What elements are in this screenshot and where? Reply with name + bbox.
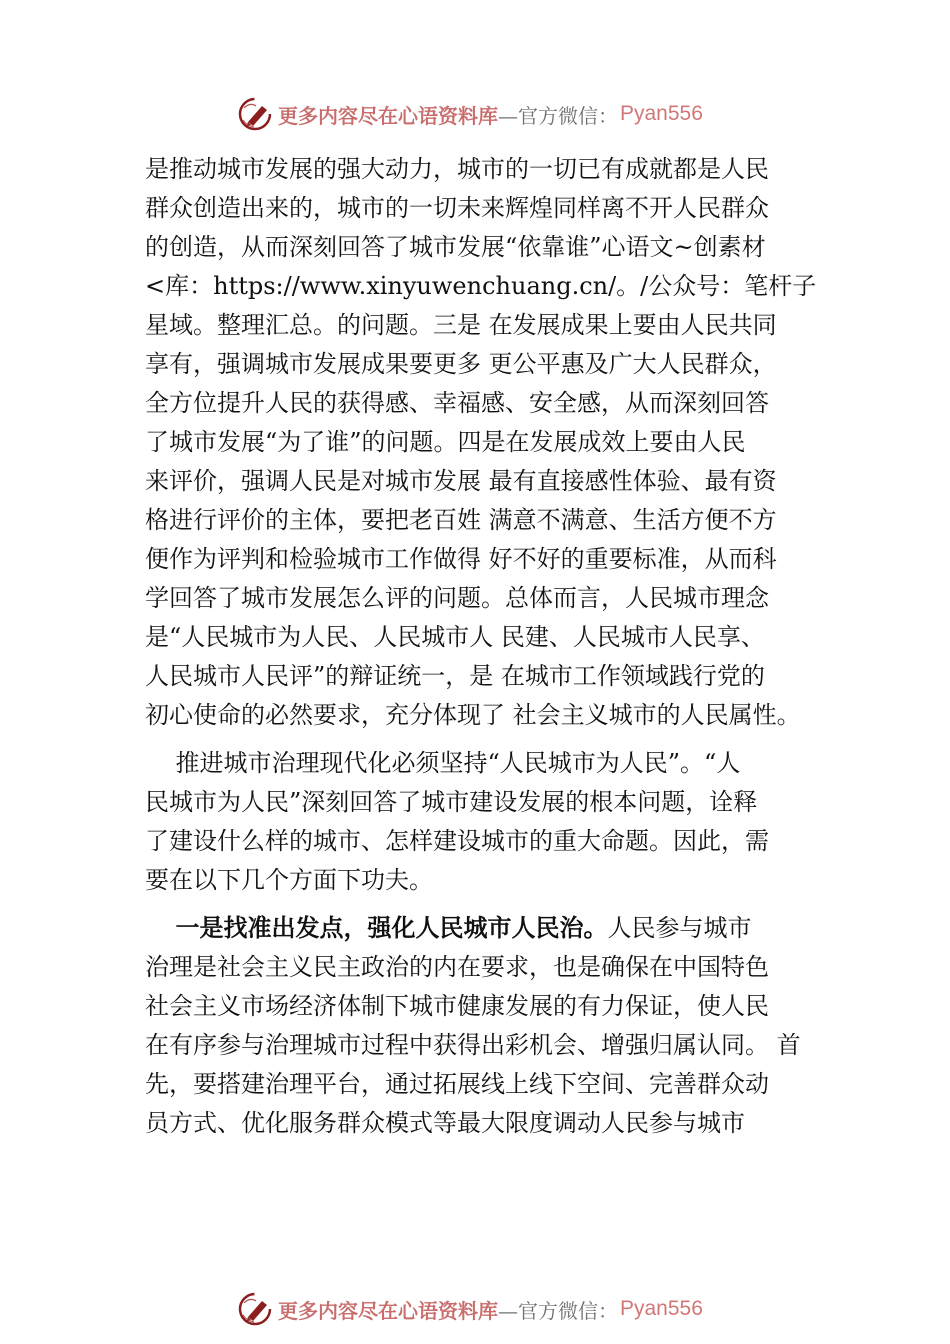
text-line: 要在以下几个方面下功夫。	[145, 866, 433, 894]
paragraph-spacer	[145, 735, 845, 744]
text-line: 社会主义市场经济体制下城市健康发展的有力保证，使人民	[145, 992, 769, 1020]
text-line: 便作为评判和检验城市工作做得 好不好的重要标准，从而科	[145, 545, 777, 573]
banner-library-text: 更多内容尽在心语资料库	[278, 103, 498, 128]
text-line: 星域。整理汇总。的问题。三是 在发展成果上要由人民共同	[145, 311, 777, 339]
text-line: 来评价，强调人民是对城市发展 最有直接感性体验、最有资	[145, 467, 777, 495]
pen-nib-logo-icon	[238, 1291, 274, 1327]
footer-banner	[238, 1289, 703, 1329]
text-line: 在有序参与治理城市过程中获得出彩机会、增强归属认同。 首	[145, 1031, 801, 1059]
paragraph-2	[145, 744, 845, 900]
text-line: 了城市发展“为了谁”的问题。四是在发展成效上要由人民	[145, 428, 746, 456]
text-line: 群众创造出来的，城市的一切未来辉煌同样离不开人民群众	[145, 194, 769, 222]
banner-wechat-id: Pyan556	[620, 1297, 703, 1320]
paragraph-1	[145, 150, 845, 735]
paragraph-3	[145, 909, 845, 1143]
banner-wechat-label: —官方微信：	[498, 103, 618, 128]
text-line-with-url: <库：https://www.xinyuwenchuang.cn/。/公众号：笔杆子	[145, 272, 817, 300]
text-line: 享有，强调城市发展成果要更多 更公平惠及广大人民群众，	[145, 350, 777, 378]
lead-rest: 人民参与城市	[607, 914, 752, 942]
header-banner	[238, 94, 703, 134]
text-line: 是“人民城市为人民、人民城市人 民建、人民城市人民享、	[145, 623, 765, 651]
text-line: 全方位提升人民的获得感、幸福感、安全感，从而深刻回答	[145, 389, 769, 417]
text-line: 先，要搭建治理平台，通过拓展线上线下空间、完善群众动	[145, 1070, 769, 1098]
bold-heading-lead: 一是找准出发点，强化人民城市人民治。	[175, 914, 608, 942]
text-line: 格进行评价的主体，要把老百姓 满意不满意、生活方便不方	[145, 506, 777, 534]
document-body	[145, 150, 845, 1143]
banner-library-text: 更多内容尽在心语资料库	[278, 1298, 498, 1323]
text-line: 了建设什么样的城市、怎样建设城市的重大命题。因此，需	[145, 827, 769, 855]
indent	[145, 914, 176, 942]
paragraph-spacer	[145, 900, 845, 909]
text-line: 民城市为人民”深刻回答了城市建设发展的根本问题，诠释	[145, 788, 758, 816]
pen-nib-logo-icon	[238, 96, 274, 132]
text-line: 人民城市人民评”的辩证统一，是 在城市工作领域践行党的	[145, 662, 765, 690]
text-line: 是推动城市发展的强大动力，城市的一切已有成就都是人民	[145, 155, 769, 183]
text-line-lead	[145, 909, 845, 948]
text-line: 的创造，从而深刻回答了城市发展“依靠谁”心语文~创素材	[145, 233, 766, 261]
text-line: 员方式、优化服务群众模式等最大限度调动人民参与城市	[145, 1109, 745, 1137]
text-line: 初心使命的必然要求，充分体现了 社会主义城市的人民属性。	[145, 701, 801, 729]
banner-wechat-label: —官方微信：	[498, 1298, 618, 1323]
text-line: 推进城市治理现代化必须坚持“人民城市为人民”。“人	[145, 749, 741, 777]
text-line: 学回答了城市发展怎么评的问题。总体而言，人民城市理念	[145, 584, 769, 612]
banner-wechat-id: Pyan556	[620, 102, 703, 125]
text-line: 治理是社会主义民主政治的内在要求，也是确保在中国特色	[145, 953, 769, 981]
